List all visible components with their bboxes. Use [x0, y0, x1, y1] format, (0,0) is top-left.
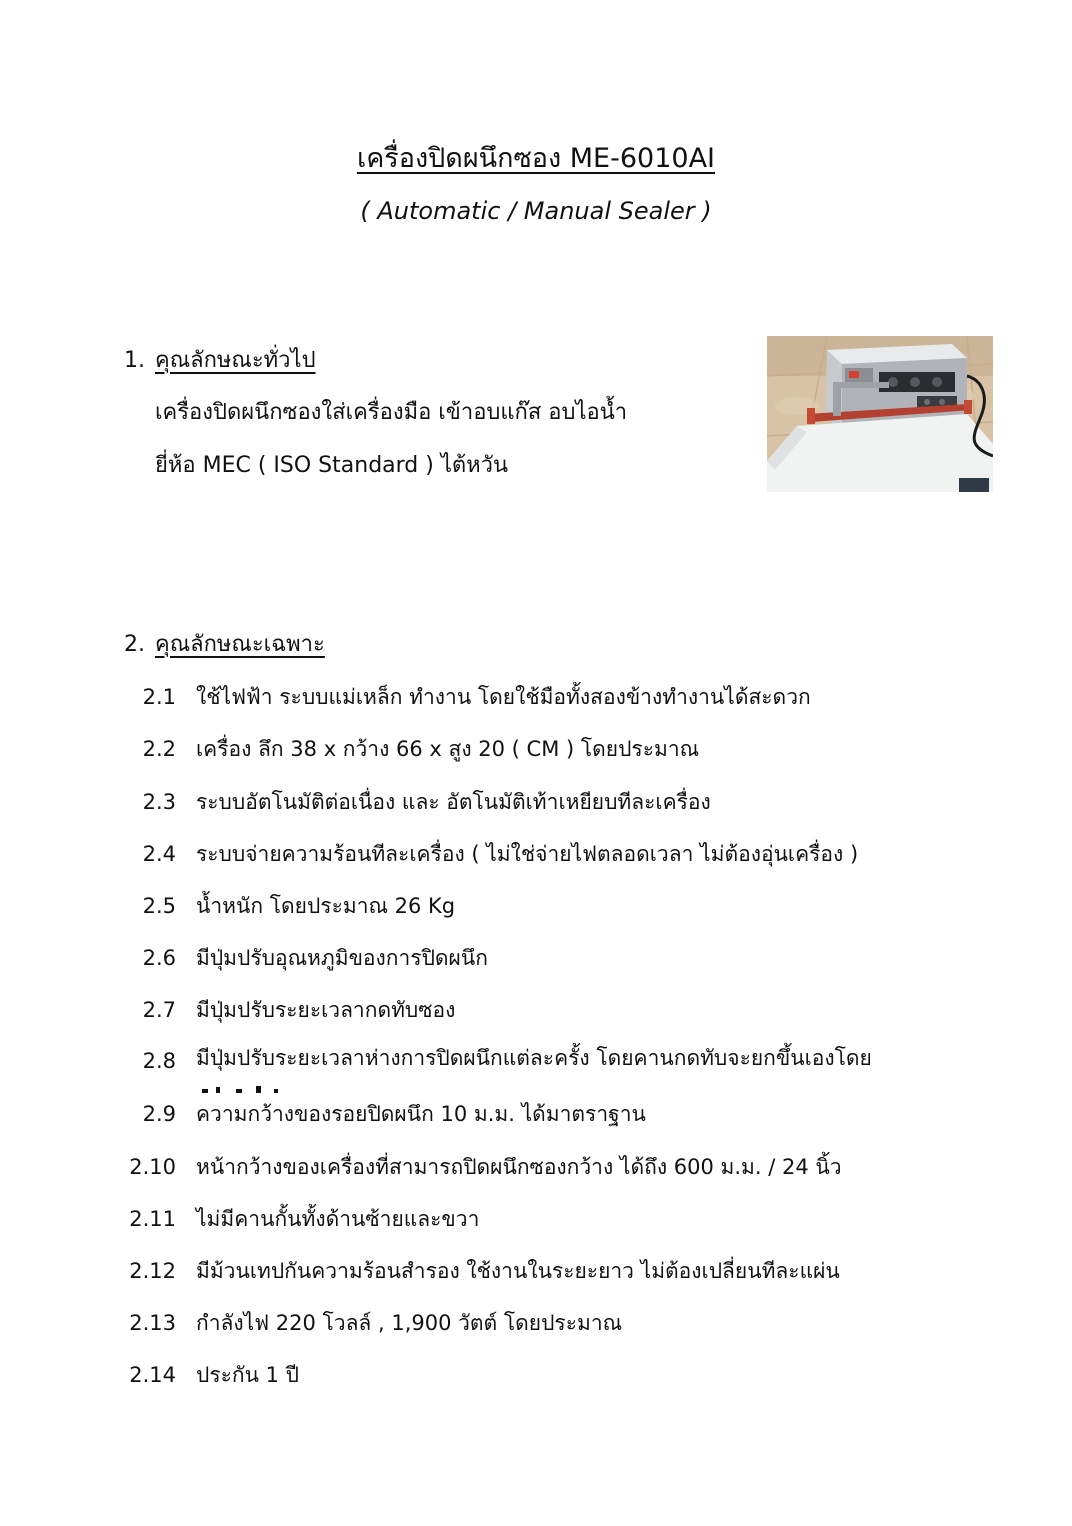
- spec-text: มีปุ่มปรับอุณหภูมิของการปิดผนึก: [196, 946, 488, 970]
- spec-text: เครื่อง ลึก 38 x กว้าง 66 x สูง 20 ( CM ) โดยประมาณ: [196, 737, 700, 761]
- spec-number: 2.11: [129, 1207, 176, 1231]
- spec-text: มีม้วนเทปกันความร้อนสำรอง ใช้งานในระยะยาว ไม่ต้องเปลี่ยนทีละแผ่น: [196, 1259, 840, 1283]
- spec-text: ใช้ไฟฟ้า ระบบแม่เหล็ก ทำงาน โดยใช้มือทั้งสองข้างทำงานได้สะดวก: [196, 685, 811, 709]
- spec-number: 2.10: [129, 1155, 176, 1179]
- spec-number: 2.1: [142, 685, 176, 709]
- sealer-machine-photo: [767, 336, 993, 492]
- spec-number: 2.14: [129, 1363, 176, 1387]
- spec-number: 2.6: [142, 946, 176, 970]
- document-title-text: เครื่องปิดผนึกซอง ME-6010AI: [356, 143, 716, 174]
- spec-text: มีปุ่มปรับระยะเวลากดทับซอง: [196, 998, 456, 1022]
- spec-number: 2.8: [142, 1049, 176, 1073]
- section1-number: 1.: [124, 348, 145, 373]
- section2-number: 2.: [124, 632, 145, 657]
- section1-line-1: เครื่องปิดผนึกซองใส่เครื่องมือ เข้าอบแก๊ส อบไอน้ำ: [155, 400, 628, 425]
- spec-number: 2.4: [142, 842, 176, 866]
- spec-overflow-clip: [196, 1075, 1036, 1101]
- spec-text: มีปุ่มปรับระยะเวลาห่างการปิดผนึกแต่ละครั้ง โดยคานกดทับจะยกขึ้นเองโดย: [196, 1046, 872, 1070]
- spec-text: ไม่มีคานกั้นทั้งด้านซ้ายและขวา: [196, 1207, 480, 1231]
- spec-text: กำลังไฟ 220 โวลล์ , 1,900 วัตต์ โดยประมาณ: [196, 1311, 623, 1335]
- spec-text: น้ำหนัก โดยประมาณ 26 Kg: [196, 894, 456, 918]
- spec-number: 2.2: [142, 737, 176, 761]
- spec-text: ระบบจ่ายความร้อนทีละเครื่อง ( ไม่ใช่จ่ายไฟตลอดเวลา ไม่ต้องอุ่นเครื่อง ): [196, 842, 859, 866]
- spec-text: หน้ากว้างของเครื่องที่สามารถปิดผนึกซองกว้าง ได้ถึง 600 ม.ม. / 24 นิ้ว: [196, 1155, 842, 1179]
- section2-heading: คุณลักษณะเฉพาะ: [155, 632, 325, 657]
- spec-text: ระบบอัตโนมัติต่อเนื่อง และ อัตโนมัติเท้าเหยียบทีละเครื่อง: [196, 790, 711, 814]
- spec-number: 2.5: [142, 894, 176, 918]
- spec-text: ความกว้างของรอยปิดผนึก 10 ม.ม. ได้มาตราฐาน: [196, 1102, 646, 1126]
- spec-number: 2.12: [129, 1259, 176, 1283]
- section1-heading: คุณลักษณะทั่วไป: [155, 348, 316, 373]
- spec-number: 2.13: [129, 1311, 176, 1335]
- section1-line-2: ยี่ห้อ MEC ( ISO Standard ) ไต้หวัน: [155, 453, 509, 478]
- spec-number: 2.9: [142, 1102, 176, 1126]
- document-title: [0, 142, 1072, 176]
- spec-text: ประกัน 1 ปี: [196, 1363, 300, 1387]
- spec-number: 2.7: [142, 998, 176, 1022]
- spec-number: 2.3: [142, 790, 176, 814]
- document-subtitle: ( Automatic / Manual Sealer ): [360, 197, 712, 225]
